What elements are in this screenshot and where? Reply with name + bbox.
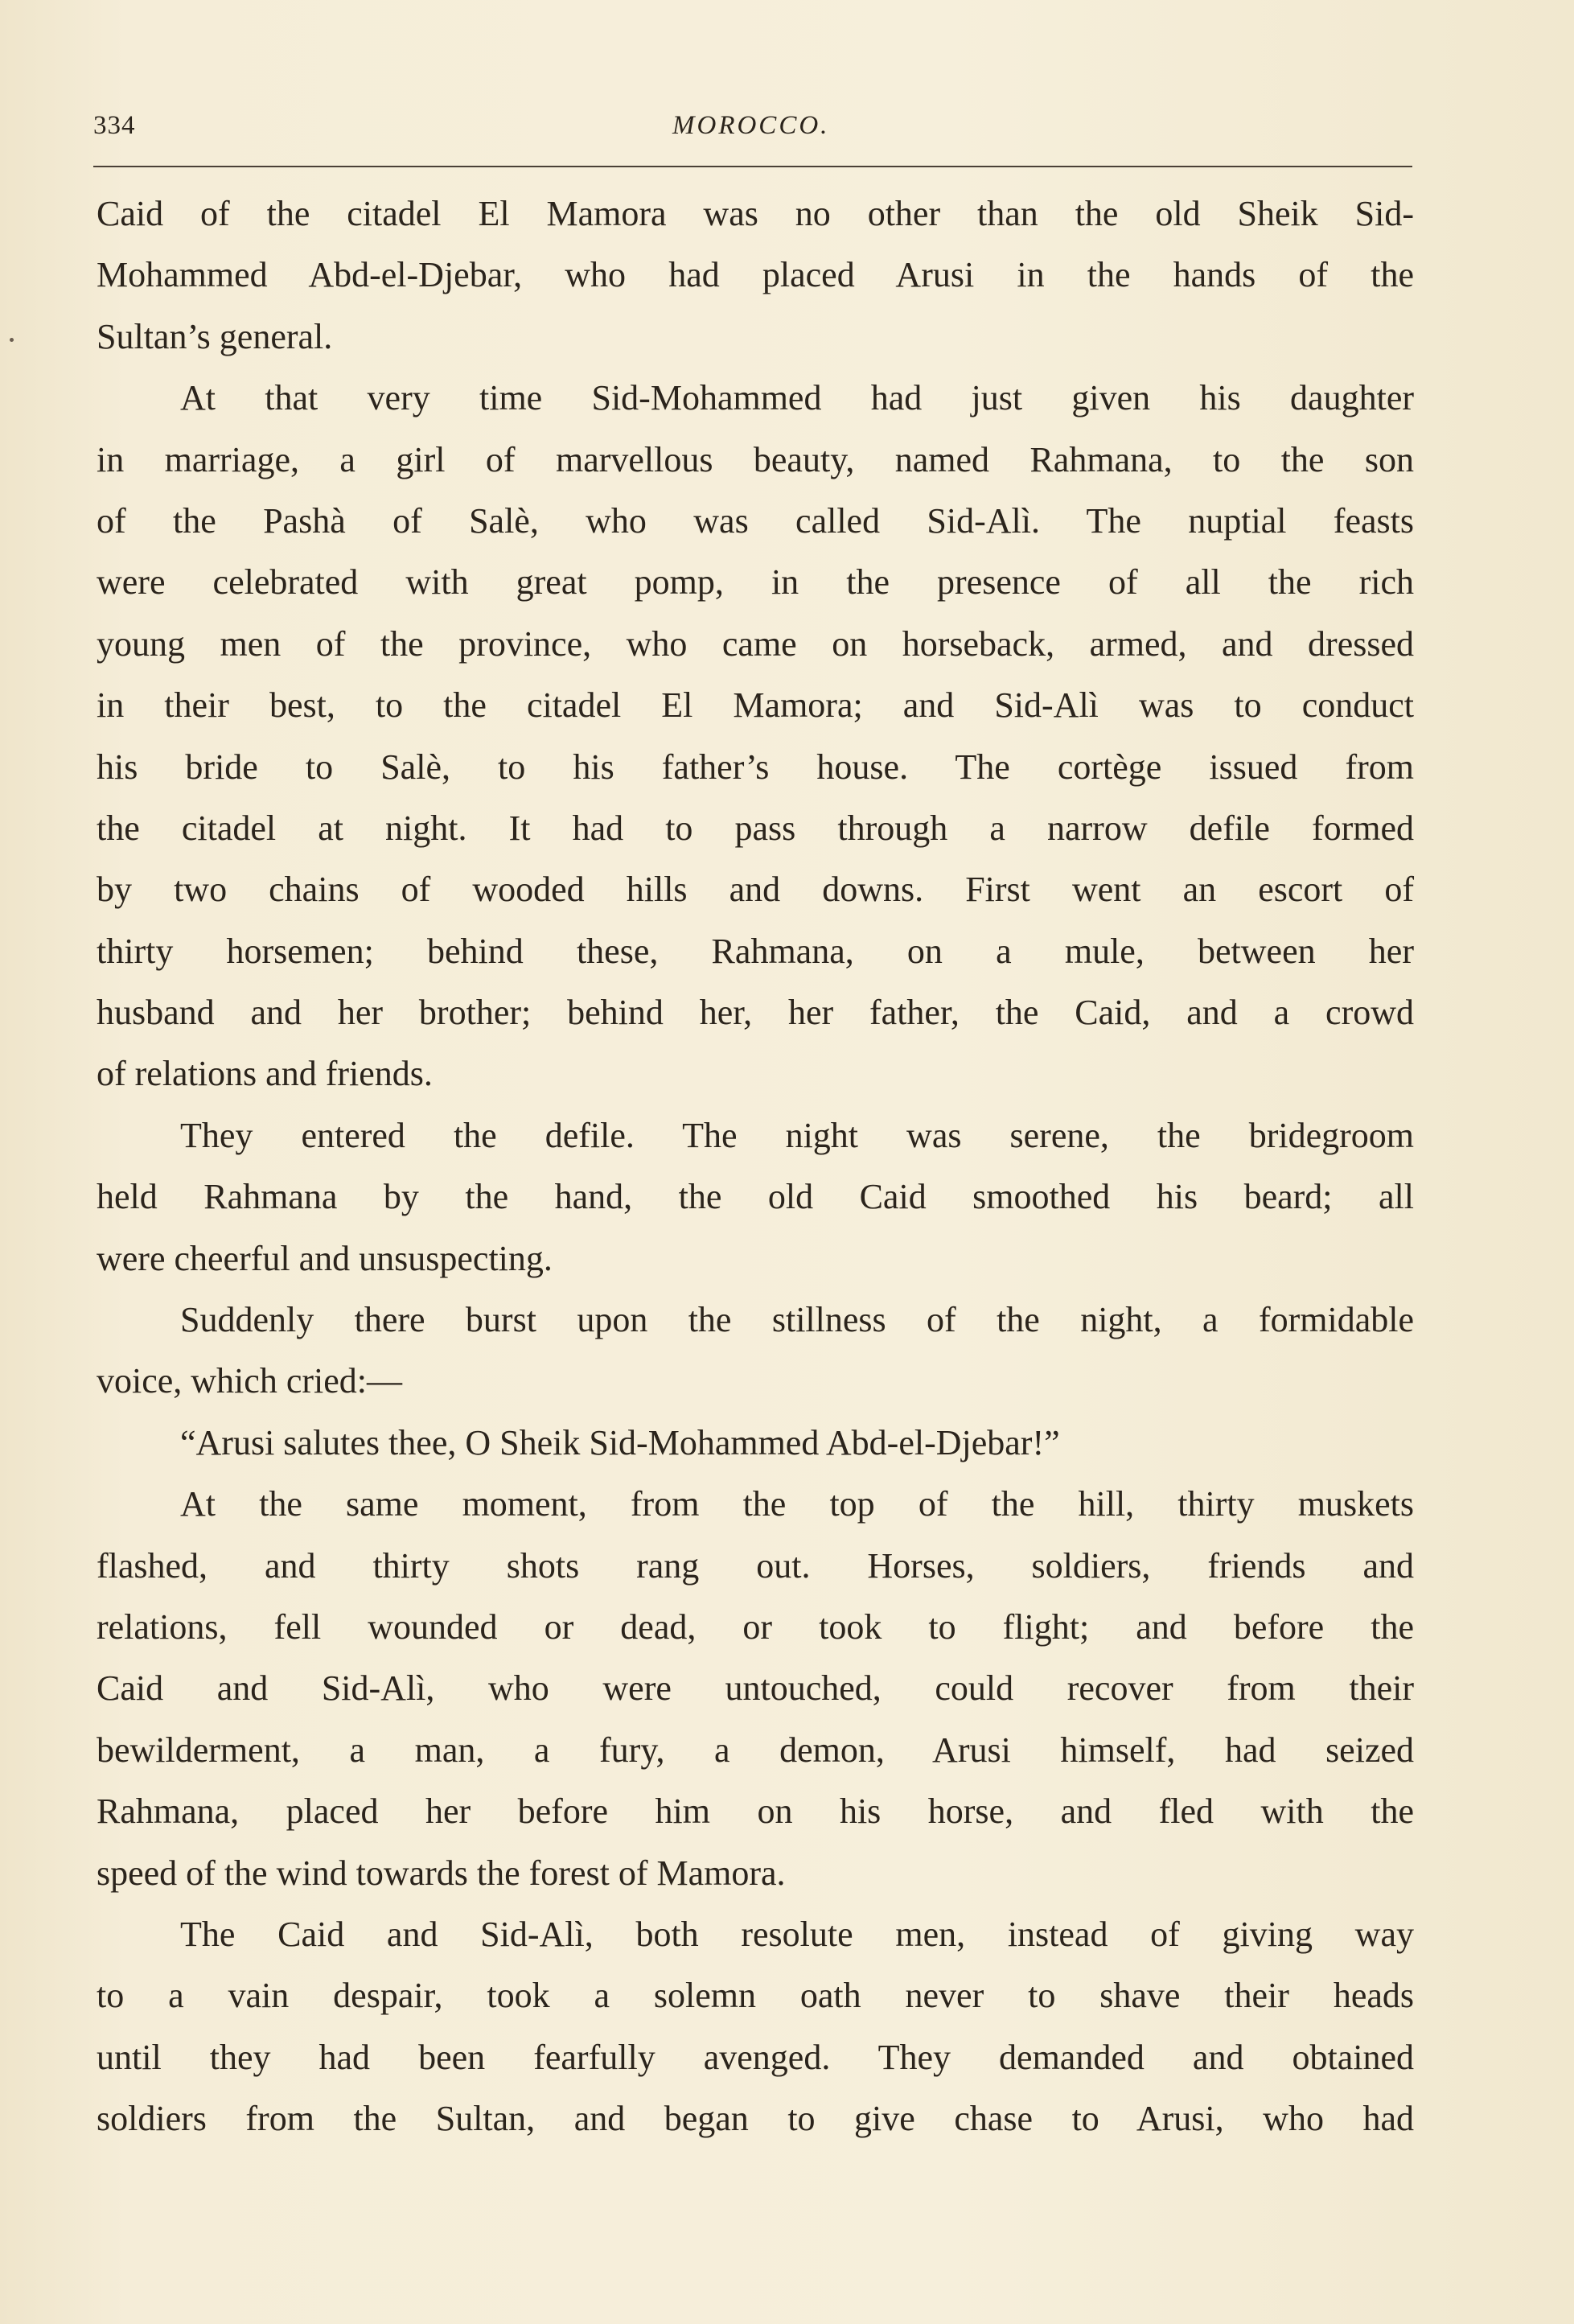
page-number: 334 <box>93 111 136 140</box>
text-line: in their best, to the citadel El Mamora; and Sid-Alì was to conduct <box>97 685 1414 726</box>
text-line: to a vain despair, took a solemn oath never to shave their heads <box>97 1976 1414 2016</box>
text-line: husband and her brother; behind her, her father, the Caid, and a crowd <box>97 993 1414 1033</box>
text-line: relations, fell wounded or dead, or took to flight; and before the <box>97 1606 1414 1647</box>
text-line: by two chains of wooded hills and downs. First went an escort of <box>97 870 1414 910</box>
text-line: Caid of the citadel El Mamora was no other than the old Sheik Sid- <box>97 194 1414 233</box>
text-line: were celebrated with great pomp, in the presence of all the rich <box>97 562 1414 603</box>
text-line: They entered the defile. The night was serene, the bridegroom <box>180 1115 1414 1155</box>
text-line: of relations and friends. <box>97 1054 433 1094</box>
text-line: until they had been fearfully avenged. They demanded and obtained <box>97 2037 1414 2077</box>
text-line: Sultan’s general. <box>97 316 333 356</box>
text-line: “Arusi salutes thee, O Sheik Sid-Mohammed Abd-el-Djebar!” <box>180 1422 1060 1462</box>
text-line: Mohammed Abd-el-Djebar, who had placed Arusi in the hands of the <box>97 255 1414 295</box>
text-line: were cheerful and unsuspecting. <box>97 1238 553 1278</box>
text-line: young men of the province, who came on horseback, armed, and dressed <box>97 623 1414 664</box>
text-line: thirty horsemen; behind these, Rahmana, on a mule, between her <box>97 931 1414 971</box>
text-line: At the same moment, from the top of the hill, thirty muskets <box>180 1484 1414 1524</box>
text-line: Suddenly there burst upon the stillness of the night, a formidable <box>180 1300 1414 1340</box>
text-line: At that very time Sid-Mohammed had just given his daughter <box>180 378 1414 418</box>
page-header <box>93 111 1412 151</box>
text-line: Caid and Sid-Alì, who were untouched, could recover from their <box>97 1668 1414 1709</box>
text-line: voice, which cried:— <box>97 1361 402 1401</box>
text-line: the citadel at night. It had to pass through a narrow defile formed <box>97 808 1414 848</box>
text-line: Rahmana, placed her before him on his horse, and fled with the <box>97 1791 1414 1832</box>
text-line: flashed, and thirty shots rang out. Horses, soldiers, friends and <box>97 1545 1414 1586</box>
text-line: held Rahmana by the hand, the old Caid smoothed his beard; all <box>97 1177 1414 1217</box>
header-rule <box>93 166 1412 167</box>
text-line: soldiers from the Sultan, and began to give chase to Arusi, who had <box>97 2099 1414 2139</box>
text-line: speed of the wind towards the forest of Mamora. <box>97 1853 786 1893</box>
running-title: MOROCCO. <box>672 111 830 140</box>
text-line: The Caid and Sid-Alì, both resolute men, instead of giving way <box>180 1914 1414 1954</box>
text-line: bewilderment, a man, a fury, a demon, Arusi himself, had seized <box>97 1730 1414 1770</box>
text-line: of the Pashà of Salè, who was called Sid-Alì. The nuptial feasts <box>97 500 1414 541</box>
text-line: his bride to Salè, to his father’s house. The cortège issued from <box>97 747 1414 787</box>
body-text <box>97 183 1414 2150</box>
margin-speck <box>10 338 14 342</box>
text-line: in marriage, a girl of marvellous beauty, named Rahmana, to the son <box>97 439 1414 479</box>
